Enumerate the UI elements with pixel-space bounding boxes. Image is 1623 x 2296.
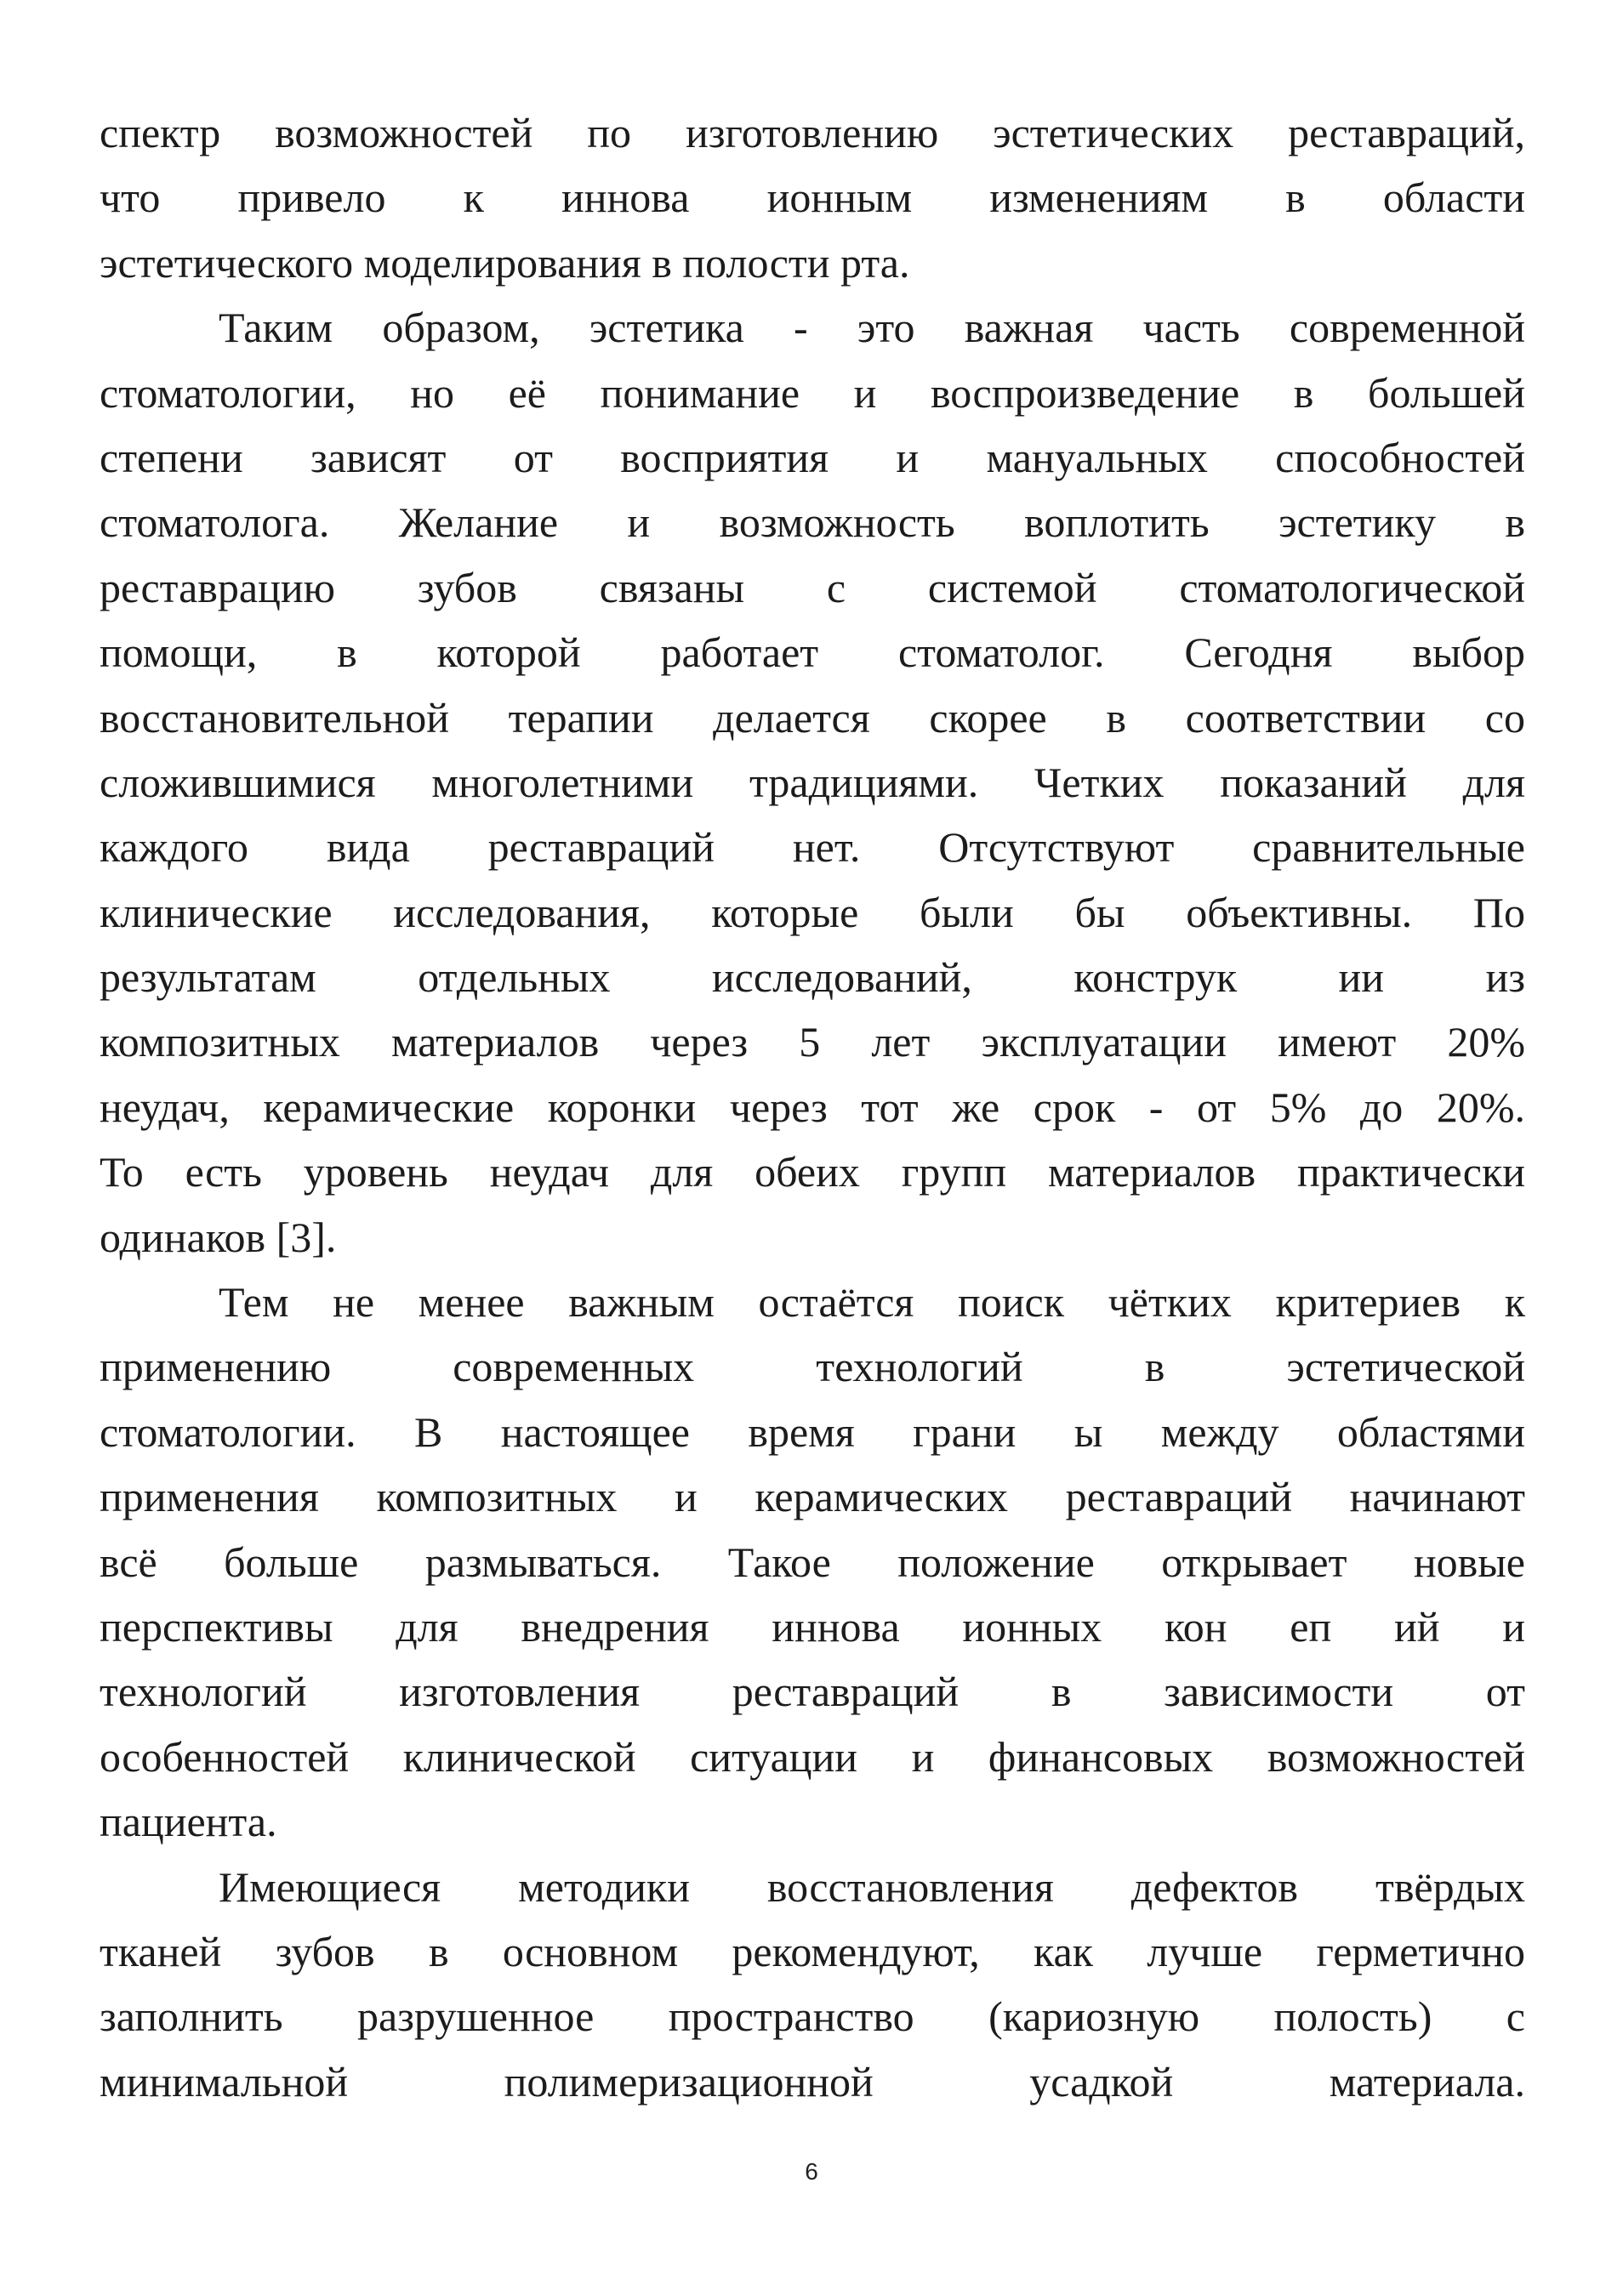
text-line: минимальной полимеризационной усадкой материала. bbox=[100, 2057, 1525, 2106]
text-line: неудач, керамические коронки через тот же срок - от 5% до 20%. bbox=[100, 1083, 1525, 1131]
text-line: То есть уровень неудач для обеих групп материалов практически bbox=[100, 1148, 1525, 1196]
text-line: стоматолога. Желание и возможность воплотить эстетику в bbox=[100, 498, 1525, 547]
text-line: Таким образом, эстетика - это важная часть современной bbox=[219, 304, 1525, 352]
text-line: технологий изготовления реставраций в зависимости от bbox=[100, 1668, 1525, 1716]
text-line: сложившимися многолетними традициями. Четких показаний для bbox=[100, 758, 1525, 806]
text-line: перспективы для внедрения иннова ионных кон еп ий и bbox=[100, 1602, 1525, 1651]
text-line: тканей зубов в основном рекомендуют, как лучше герметично bbox=[100, 1927, 1525, 1975]
text-line: что привело к иннова ионным изменениям в области bbox=[100, 173, 1525, 222]
text-line: применения композитных и керамических реставраций начинают bbox=[100, 1473, 1525, 1521]
text-line: композитных материалов через 5 лет эксплуатации имеют 20% bbox=[100, 1018, 1525, 1066]
text-line: одинаков [3]. bbox=[100, 1213, 337, 1261]
text-line: Имеющиеся методики восстановления дефектов твёрдых bbox=[219, 1862, 1525, 1911]
text-line: всё больше размываться. Такое положение открывает новые bbox=[100, 1537, 1525, 1586]
text-line: эстетического моделирования в полости рта. bbox=[100, 238, 910, 287]
text-line: пациента. bbox=[100, 1798, 277, 1846]
page-number: 6 bbox=[805, 2158, 818, 2185]
text-line: спектр возможностей по изготовлению эстетических реставраций, bbox=[100, 109, 1525, 156]
body-text bbox=[100, 100, 1525, 2114]
text-line: применению современных технологий в эстетической bbox=[100, 1343, 1525, 1391]
text-line: Тем не менее важным остаётся поиск чётких критериев к bbox=[219, 1278, 1525, 1327]
text-line: степени зависят от восприятия и мануальных способностей bbox=[100, 433, 1525, 481]
text-line: стоматологии. В настоящее время грани ы между областями bbox=[100, 1407, 1525, 1456]
text-line: результатам отдельных исследований, конструк ии из bbox=[100, 953, 1525, 1002]
text-line: помощи, в которой работает стоматолог. Сегодня выбор bbox=[100, 628, 1525, 677]
text-line: клинические исследования, которые были бы объективны. По bbox=[100, 888, 1525, 936]
text-line: особенностей клинической ситуации и финансовых возможностей bbox=[100, 1732, 1525, 1781]
text-line: стоматологии, но её понимание и воспроизведение в большей bbox=[100, 368, 1525, 417]
text-line: каждого вида реставраций нет. Отсутствуют сравнительные bbox=[100, 823, 1525, 872]
text-line: реставрацию зубов связаны с системой стоматологической bbox=[100, 563, 1525, 611]
text-line: восстановительной терапии делается скорее в соответствии со bbox=[100, 693, 1525, 742]
text-line: заполнить разрушенное пространство (кариозную полость) с bbox=[100, 1992, 1525, 2041]
